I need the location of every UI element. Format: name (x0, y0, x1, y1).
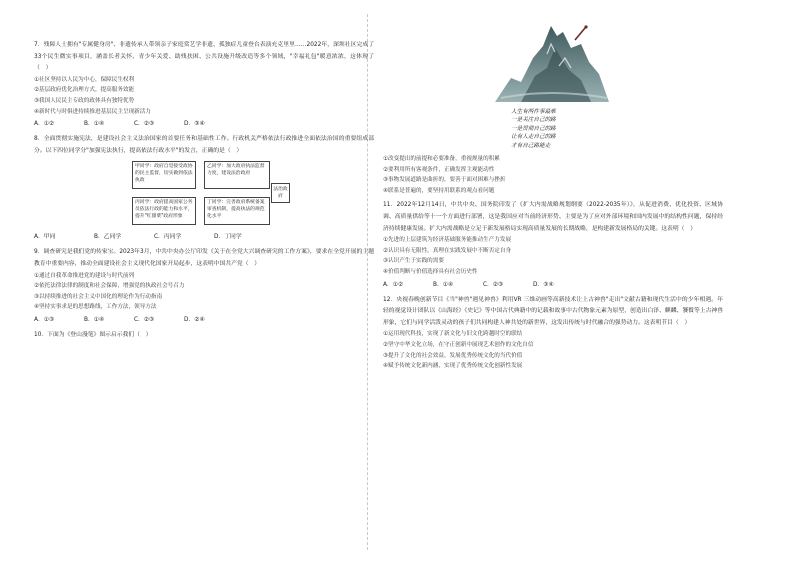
choice-c: C．丙同学 (154, 234, 182, 241)
diagram-box-jia: 甲同学：政府自觉接受政协的民主监督，切实做到依法执政 (132, 161, 196, 189)
choice-d: D．③④ (184, 121, 205, 128)
poem-line-5: 才有自己路能走 (511, 142, 551, 149)
poem-line-1: 人生有两件事最难 (511, 109, 556, 115)
choice-d: D．③④ (533, 281, 554, 288)
choice-b: B．①④ (84, 121, 105, 128)
question-10-option-4: ④联系是普遍的，要坚持用联系的观点看问题 (383, 187, 495, 194)
diagram-box-bing: 丙同学：政府提高国家公务员依法行政的能力和水平，提升"红甜菜"政府形象 (132, 197, 196, 225)
question-9 (34, 247, 374, 326)
question-12-option-4: ④赋予传统文化新内涵，实现了优秀传统文化创新性发展 (383, 363, 523, 370)
choice-b: B．①④ (84, 316, 105, 323)
question-12-option-3: ③提升了文化的社会效益，发展优秀传统文化的当代价值 (383, 352, 523, 359)
choice-c: C．②③ (134, 121, 155, 128)
poem-line-2: 一是关注自己的路 (511, 117, 556, 124)
question-7-option-2: ②基层政府优化治理方式，提高服务效能 (34, 87, 135, 94)
poem-line-3: 一是贯彻自己的路 (511, 125, 556, 132)
question-8-diagram (132, 161, 288, 227)
question-10-stem: 10．下面为《登山漫笔》图示启示我们（ ） (34, 331, 152, 338)
question-11-option-4: ④价值判断与价值选择具有社会历史性 (383, 268, 478, 275)
question-12-option-1: ①运用现代科技，实现了新文化与旧文化跨越时空的联结 (383, 331, 523, 338)
choice-a: A．甲同 (34, 234, 56, 241)
question-11-choices (383, 280, 723, 291)
poem-line-4: 让有人走自己的路 (511, 134, 556, 141)
question-10-option-2: ②要利用所有客观条件，正确发挥主观能动性 (383, 166, 495, 173)
question-9-option-1: ①通过自我革命推进党的建设与时代前列 (34, 272, 135, 279)
choice-a: A．①③ (34, 316, 55, 323)
diagram-box-ding: 丁同学：完善政府系统备案审查机制，提高执法的规范化水平 (204, 197, 270, 225)
choice-d: D．丁同学 (214, 234, 242, 241)
choice-a: A．①② (34, 121, 55, 128)
question-7-option-4: ④新时代与时俱进持续推进基层民主呈现新活力 (34, 108, 151, 115)
choice-b: B．乙同学 (94, 234, 122, 241)
question-10-option-1: ①改变提出的前提和必要准备，重视规量的积累 (383, 156, 500, 163)
question-7-stem: 7．残障人士拥有"专属健身房"、非遗传承人带领亲子家庭赏艺学非遗、孤独症儿童登台表演充克里里……2022年，深圳社区完成了33个民生微实事项目，涵盖长者关怀、青少年关爱、助残扶困、公共设施升级改造等多个领域，"幸福礼包"暖意浓浓，这体现了（ ） (34, 42, 374, 72)
question-7 (34, 40, 374, 130)
question-11-option-3: ③认识产生于实践的需要 (383, 258, 444, 265)
question-8-choices (34, 232, 374, 243)
question-10-option-3: ③事物发展道路是曲折的，要善于面对困难与挫折 (383, 177, 506, 184)
choice-d: D．②④ (184, 316, 205, 323)
question-11-option-1: ①先进的上层建筑为经济基础服务能推动生产力发展 (383, 237, 512, 244)
question-9-stem: 9．调查研究是我们党的传家宝。2023年3月，中共中央办公厅印发《关于在全党大兴调查研究的工作方案》，要求在全党开展的主题教育中重要内容，推动全面建设社会主义现代化国家开局起步，这表明中国共产党（ ） (34, 249, 374, 267)
choice-c: C．②③ (134, 316, 155, 323)
question-8 (34, 134, 374, 243)
choice-c: C．②③ (483, 281, 504, 288)
question-9-option-4: ④坚持实事求是的思想路线，工作方法，领导方法 (34, 304, 157, 311)
question-11 (383, 200, 723, 290)
question-9-option-3: ③以持续推进的社会主义中国化的理论作为行动指南 (34, 293, 163, 300)
right-column (383, 18, 723, 372)
question-8-stem: 8．全面贯彻实施宪法，是建设社会主义法治国家的首要任务和基础性工作。行政机关严格依法行政推进全面依法治国的重要组成部分。以下四位同学分"加强宪法执行，提高依法行政水平"的发言，正确的是（ ） (34, 136, 374, 154)
diagram-box-yi: 乙同学：加大政府执法监督力度，建设法治政府 (204, 161, 270, 189)
diagram-center-box: 法治政府 (271, 183, 290, 203)
choice-a: A．①② (383, 281, 404, 288)
mountain-painting (491, 18, 613, 102)
question-10 (34, 330, 374, 342)
question-11-option-2: ②认识具有无限性，真理在实践发展中不断否定自身 (383, 247, 512, 254)
question-7-choices (34, 119, 374, 130)
question-7-option-1: ①社区坚持以人民为中心，保障民生权利 (34, 76, 135, 83)
mountain-ink-image (491, 18, 613, 102)
question-7-option-3: ③我国人民民主专政的政体具有独特优势 (34, 97, 135, 104)
question-12-stem: 12．央视春晚创新节目《当"神兽"遇见神兽》利用VR 三维动画等高新技术让上古神兽"走出"文献古籍和现代生活中的少年相遇。年轻的视觉设计团队以《山海经》《史记》等中国古代典籍中的记载和故事中古代物象元素为原型，创造出白泽、麒麟、饕餮等上古神兽形象，它们与同学活泼灵动的孩子们共同构建人神共处的新世界，这发出传统与时代融合的强势动力。这表明节目（ ） (383, 296, 723, 326)
question-12-option-2: ②坚守中华文化立场，在守正创新中展现艺术创作的文化自信 (383, 341, 534, 348)
left-column (34, 40, 374, 342)
question-12 (383, 295, 723, 372)
question-11-stem: 11．2022年12月14日，中共中央、国务院印发了《扩大内需战略规划纲要（2022-2035年）》，从促进消费、优化投资、区域协调、高质量供给等十一个方面进行部署，这是我国应对当前经济形势、主要是为了应对外部环境和国内发展中的结构性问题，保持经济持续健康发展。扩大内需战略是立足于新发展格局实现高质量发展的长期战略，是构建新发展格局的关键。这表明（ ） (383, 202, 723, 232)
question-9-option-2: ②依托法律法律的制度和社会保障，增强党的执政社会号召力 (34, 283, 185, 290)
question-10-options (383, 154, 723, 196)
painting-poem (511, 108, 641, 150)
choice-b: B．①④ (433, 281, 454, 288)
question-9-choices (34, 315, 374, 326)
